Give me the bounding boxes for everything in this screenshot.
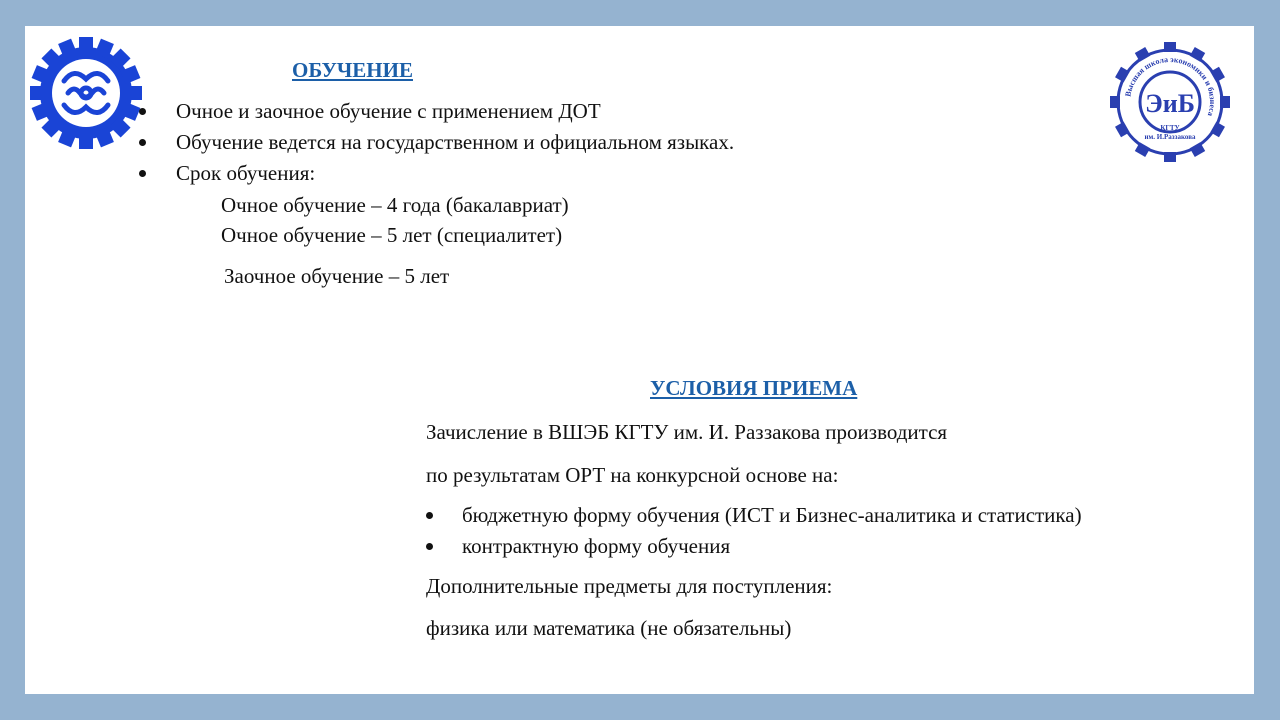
duration-fulltime-specialist: Очное обучение – 5 лет (специалитет) — [221, 223, 563, 247]
additional-subjects-value: физика или математика (не обязательны) — [426, 616, 792, 640]
seal-bottom-text-1: КГТУ — [1160, 124, 1180, 132]
seal-ring-text: Высшая школа экономики и бизнеса — [1123, 54, 1218, 118]
gear-ornament-logo-icon — [26, 33, 146, 153]
section-title-training: ОБУЧЕНИЕ — [292, 58, 413, 82]
seal-center-text: ЭиБ — [1145, 89, 1195, 118]
section-title-admission: УСЛОВИЯ ПРИЕМА — [650, 376, 858, 400]
admission-intro-line-2: по результатам ОРТ на конкурсной основе на: — [426, 463, 839, 487]
bullet-icon — [139, 170, 146, 177]
bullet-icon — [139, 139, 146, 146]
bullet-icon — [426, 543, 433, 550]
bullet-icon — [139, 108, 146, 115]
admission-intro-line-1: Зачисление в ВШЭБ КГТУ им. И. Раззакова производится — [426, 420, 948, 444]
seal-bottom-text-2: им. И.Раззакова — [1144, 133, 1196, 141]
gear-school-seal-icon — [1108, 40, 1232, 164]
additional-subjects-label: Дополнительные предметы для поступления: — [426, 574, 833, 598]
duration-parttime: Заочное обучение – 5 лет — [224, 264, 450, 288]
bullet-icon — [426, 512, 433, 519]
duration-fulltime-bachelor: Очное обучение – 4 года (бакалавриат) — [221, 193, 569, 217]
